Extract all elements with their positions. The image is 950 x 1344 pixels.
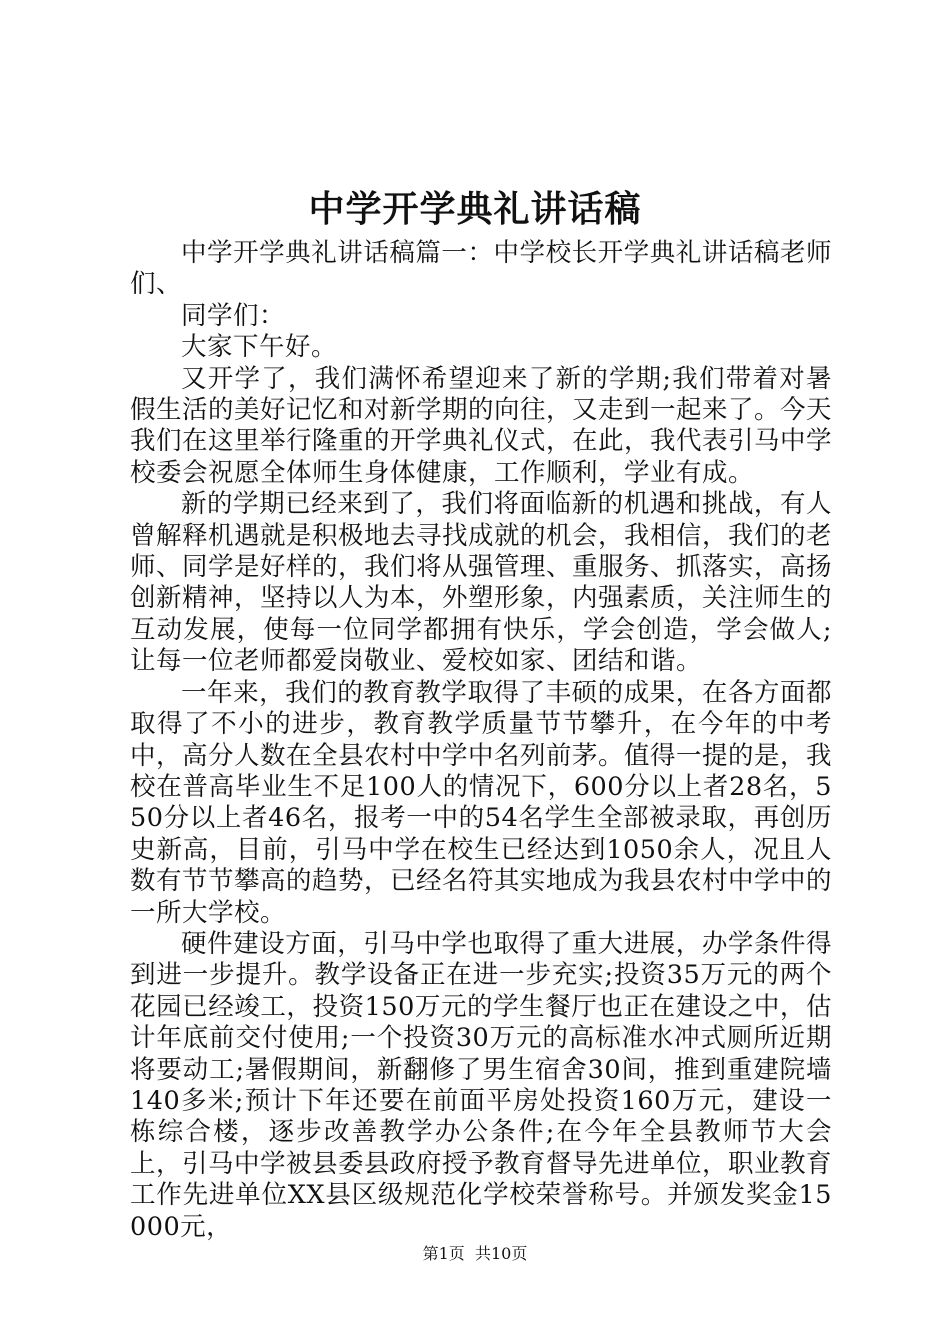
footer-spacer	[465, 1244, 475, 1263]
paragraph: 同学们：	[181, 300, 286, 331]
paragraph: 中学开学典礼讲话稿篇一：中学校长开学典礼讲话稿老师们、	[130, 238, 832, 300]
paragraph: 新的学期已经来到了，我们将面临新的机遇和挑战，有人曾解释机遇就是积极地去寻找成就的机会，我相信，我们的老师、同学是好样的，我们将从强管理、重服务、抓落实，高扬创新精神，坚持以人为本，外塑形象，内强素质，关注师生的互动发展，使每一位同学都拥有快乐，学会创造，学会做人;让每一位老师都爱岗敬业、爱校如家、团结和谐。	[130, 489, 833, 677]
paragraph: 硬件建设方面，引马中学也取得了重大进展，办学条件得到进一步提升。教学设备正在进一步充实;投资35万元的两个花园已经竣工，投资150万元的学生餐厅也正在建设之中，估计年底前交付使用;一个投资30万元的高标准水冲式厕所近期将要动工;暑假期间，新翻修了男生宿舍30间，推到重建院墙140多米;预计下年还要在前面平房处投资160万元，建设一栋综合楼，逐步改善教学办公条件;在今年全县教师节大会上，引马中学被县委县政府授予教育督导先进单位，职业教育工作先进单位XX县区级规范化学校荣誉称号。并颁发奖金15000元，	[130, 928, 833, 1242]
document-body	[130, 238, 832, 1243]
page-number: 第1页	[422, 1244, 465, 1263]
page-total: 共10页	[474, 1244, 528, 1263]
paragraph: 又开学了，我们满怀希望迎来了新的学期;我们带着对暑假生活的美好记忆和对新学期的向往，又走到一起来了。今天我们在这里举行隆重的开学典礼仪式，在此，我代表引马中学校委会祝愿全体师生身体健康，工作顺利，学业有成。	[130, 363, 833, 488]
document-title: 中学开学典礼讲话稿	[308, 188, 642, 230]
paragraph: 大家下午好。	[181, 332, 338, 363]
paragraph: 一年来，我们的教育教学取得了丰硕的成果，在各方面都取得了不小的进步，教育教学质量节节攀升，在今年的中考中，高分人数在全县农村中学中名列前茅。值得一提的是，我校在普高毕业生不足100人的情况下，600分以上者28名，550分以上者46名，报考一中的54名学生全部被录取，再创历史新高，目前，引马中学在校生已经达到1050余人，况且人数有节节攀高的趋势，已经名符其实地成为我县农村中学中的一所大学校。	[130, 677, 833, 928]
page-footer	[0, 1243, 950, 1265]
